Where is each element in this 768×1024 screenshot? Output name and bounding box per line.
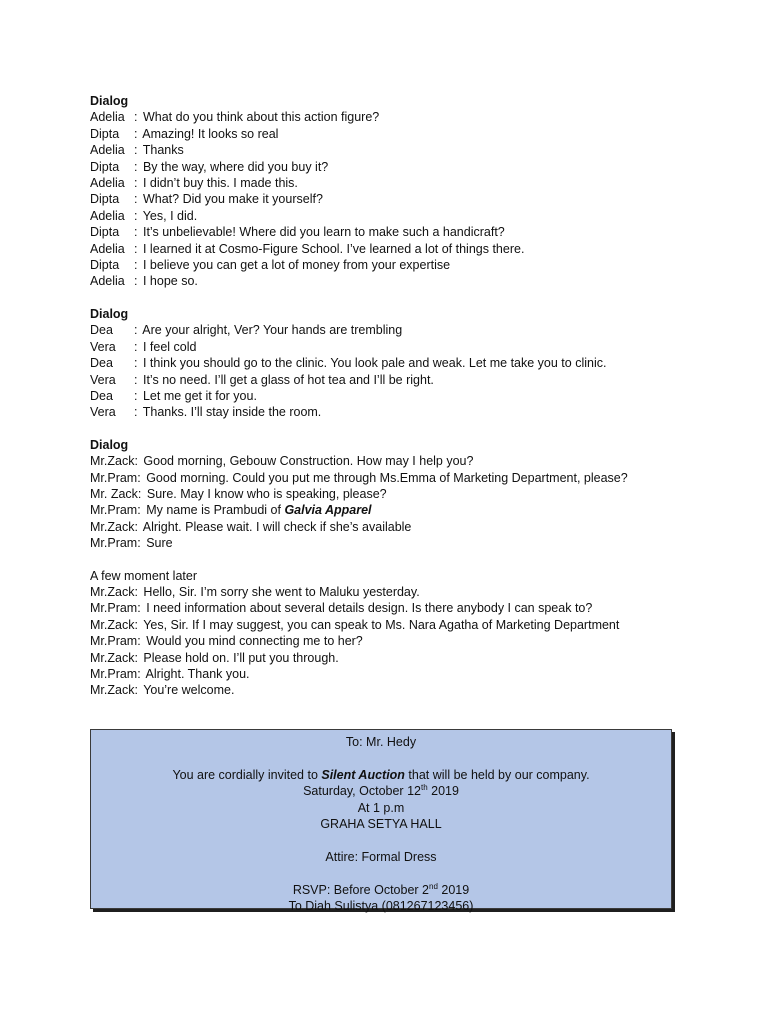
company-name: Galvia Apparel xyxy=(284,503,372,518)
utterance-text: Please hold on. I’ll put you through. xyxy=(143,650,339,665)
speaker-separator: : xyxy=(134,454,138,469)
utterance-text: Yes, I did. xyxy=(142,208,198,223)
speaker-name: Adelia xyxy=(90,143,125,158)
utterance-text: It’s no need. I’ll get a glass of hot tea and I’ll be right. xyxy=(142,372,434,387)
speaker-name: Mr.Pram xyxy=(90,470,138,485)
dialog-line xyxy=(90,355,690,371)
dialog-line xyxy=(90,191,690,207)
dialog-line xyxy=(90,453,690,469)
date-text: Saturday, October 12 xyxy=(303,784,421,799)
speaker-name: Mr.Pram xyxy=(90,601,138,616)
speaker-separator: : xyxy=(134,617,138,632)
invitation-intro xyxy=(91,767,671,783)
speaker-name: Dipta xyxy=(90,225,120,240)
invitation-rsvp xyxy=(91,882,671,898)
utterance-text: I hope so. xyxy=(142,274,198,289)
dialog-line xyxy=(90,650,690,666)
speaker-name: Vera xyxy=(90,339,116,354)
dialog-line xyxy=(90,273,690,289)
utterance-text: What? Did you make it yourself? xyxy=(142,192,323,207)
utterance-text: Good morning. Could you put me through Ms.Emma of Marketing Department, please? xyxy=(146,470,628,485)
dialog-line xyxy=(90,404,690,420)
rsvp-year: 2019 xyxy=(437,882,470,897)
dialog-heading: Dialog xyxy=(90,94,129,108)
dialog-lines xyxy=(90,109,690,289)
dialog-line xyxy=(90,175,690,191)
dialog-line xyxy=(90,372,690,388)
speaker-separator: : xyxy=(137,634,141,649)
dialog-heading: Dialog xyxy=(90,437,129,452)
utterance-text: Thanks. I’ll stay inside the room. xyxy=(142,405,322,420)
dialog-heading: Dialog xyxy=(90,306,129,321)
speaker-name: Mr.Pram xyxy=(90,536,138,551)
dialog-line xyxy=(90,666,690,682)
dialog-line xyxy=(90,502,690,518)
dialog-line xyxy=(90,159,690,175)
speaker-separator: : xyxy=(137,667,141,681)
speaker-separator: : xyxy=(134,356,138,371)
utterance-text: Let me get it for you. xyxy=(142,388,257,403)
speaker-separator: : xyxy=(134,683,138,698)
speaker-separator: : xyxy=(134,339,138,354)
utterance-text: Yes, Sir. If I may suggest, you can speak to Ms. Nara Agatha of Marketing Department xyxy=(143,617,620,632)
dialog-lines xyxy=(90,584,690,699)
date-ordinal: th xyxy=(420,783,428,793)
speaker-separator: : xyxy=(134,208,138,223)
dialog-line xyxy=(90,109,690,125)
dialog-line xyxy=(90,339,690,355)
speaker-name: Mr.Zack xyxy=(90,519,135,534)
dialog-line xyxy=(90,682,690,698)
dialog-section-1 xyxy=(90,93,690,290)
utterance-text: I learned it at Cosmo-Figure School. I’ve learned a lot of things there. xyxy=(142,241,525,256)
dialog-section-3 xyxy=(90,437,690,552)
utterance-text: Are your alright, Ver? Your hands are trembling xyxy=(142,323,403,338)
dialog-line xyxy=(90,486,690,502)
dialog-line xyxy=(90,535,690,551)
speaker-separator: : xyxy=(134,143,138,158)
dialog-line xyxy=(90,208,690,224)
utterance-text: Good morning, Gebouw Construction. How may I help you? xyxy=(143,454,474,469)
speaker-name: Mr.Pram xyxy=(90,503,138,518)
utterance-text: Sure. May I know who is speaking, please? xyxy=(146,486,387,501)
speaker-separator: : xyxy=(134,405,138,420)
speaker-name: Adelia xyxy=(90,241,125,256)
utterance-text: What do you think about this action figure? xyxy=(142,110,380,125)
speaker-name: Dipta xyxy=(90,159,120,174)
rsvp-text: RSVP: Before October 2 xyxy=(292,882,429,897)
dialog-line xyxy=(90,224,690,240)
invitation-card xyxy=(90,729,672,914)
utterance-text: By the way, where did you buy it? xyxy=(142,159,329,174)
speaker-separator: : xyxy=(134,110,138,125)
speaker-name: Vera xyxy=(90,372,116,387)
speaker-name: Mr.Pram xyxy=(90,667,138,681)
dialog-line xyxy=(90,257,690,273)
utterance-text: Would you mind connecting me to her? xyxy=(146,634,363,649)
dialog-line xyxy=(90,584,690,600)
dialog-line xyxy=(90,322,690,338)
speaker-name: Dea xyxy=(90,356,113,371)
speaker-separator: : xyxy=(134,388,138,403)
utterance-text: Alright. Thank you. xyxy=(145,667,250,681)
utterance-text: Thanks xyxy=(142,143,184,158)
speaker-name: Adelia xyxy=(90,110,125,125)
utterance-text: I believe you can get a lot of money from your expertise xyxy=(142,258,451,273)
utterance-text: I feel cold xyxy=(142,339,197,354)
dialog-line xyxy=(90,241,690,257)
dialog-line xyxy=(90,142,690,158)
speaker-name: Dipta xyxy=(90,258,120,273)
utterance-text: Hello, Sir. I’m sorry she went to Maluku yesterday. xyxy=(143,584,420,599)
dialog-line xyxy=(90,633,690,649)
dialog-line xyxy=(90,617,690,633)
dialog-section-2 xyxy=(90,306,690,421)
speaker-separator: : xyxy=(134,372,138,387)
speaker-separator: : xyxy=(134,192,138,207)
speaker-separator: : xyxy=(134,258,138,273)
date-year: 2019 xyxy=(427,784,459,799)
intro-text-end: that will be held by our company. xyxy=(404,767,590,782)
speaker-name: Mr.Zack xyxy=(90,683,135,698)
speaker-name: Adelia xyxy=(90,176,125,191)
speaker-separator: : xyxy=(137,470,141,485)
intro-text: You are cordially invited to xyxy=(172,767,322,782)
speaker-name: Mr.Pram xyxy=(90,634,138,649)
dialog-section-4 xyxy=(90,568,690,699)
utterance-text: Alright. Please wait. I will check if she’s available xyxy=(142,519,412,534)
speaker-name: Dea xyxy=(90,323,113,338)
speaker-name: Mr.Zack xyxy=(90,650,135,665)
dialog-line xyxy=(90,600,690,616)
speaker-separator: : xyxy=(134,225,138,240)
speaker-name: Adelia xyxy=(90,208,125,223)
utterance-text: You’re welcome. xyxy=(143,683,235,698)
speaker-separator: : xyxy=(137,536,141,551)
speaker-name: Adelia xyxy=(90,274,125,289)
speaker-separator: : xyxy=(134,176,138,191)
utterance-text: I think you should go to the clinic. You look pale and weak. Let me take you to clinic. xyxy=(142,356,607,371)
speaker-separator: : xyxy=(137,486,142,501)
speaker-separator: : xyxy=(134,519,138,534)
speaker-separator: : xyxy=(137,601,141,616)
invitation-recipient: To: Mr. Hedy xyxy=(345,735,417,749)
utterance-text: It’s unbelievable! Where did you learn to make such a handicraft? xyxy=(142,225,505,240)
speaker-separator: : xyxy=(134,274,138,289)
utterance-text: Sure xyxy=(146,536,173,551)
speaker-name: Dea xyxy=(90,388,113,403)
dialog-line xyxy=(90,388,690,404)
dialog-lines xyxy=(90,453,690,551)
utterance-text: Amazing! It looks so real xyxy=(142,126,279,141)
speaker-separator: : xyxy=(134,650,138,665)
rsvp-ordinal: nd xyxy=(429,881,438,891)
narration-text: A few moment later xyxy=(90,568,197,583)
utterance-text: My name is Prambudi of xyxy=(146,503,285,518)
speaker-separator: : xyxy=(134,126,138,141)
dialog-lines xyxy=(90,322,690,420)
speaker-name: Mr.Zack xyxy=(90,584,135,599)
utterance-text: I need information about several details design. Is there anybody I can speak to? xyxy=(146,601,593,616)
invitation-time: At 1 p.m xyxy=(357,800,405,815)
invitation-attire: Attire: Formal Dress xyxy=(325,849,437,864)
speaker-name: Mr. Zack xyxy=(90,486,138,501)
speaker-separator: : xyxy=(134,323,138,338)
speaker-name: Vera xyxy=(90,405,116,420)
dialog-line xyxy=(90,519,690,535)
speaker-name: Mr.Zack xyxy=(90,617,135,632)
invitation-date xyxy=(91,783,671,799)
speaker-name: Mr.Zack xyxy=(90,454,135,469)
speaker-name: Dipta xyxy=(90,126,120,141)
speaker-separator: : xyxy=(134,241,138,256)
invitation-contact: To Diah Sulistya (081267123456) xyxy=(288,899,474,914)
speaker-separator: : xyxy=(134,159,138,174)
speaker-separator: : xyxy=(134,584,138,599)
event-name: Silent Auction xyxy=(321,767,405,782)
dialog-line xyxy=(90,126,690,142)
utterance-text: I didn’t buy this. I made this. xyxy=(142,176,298,191)
speaker-name: Dipta xyxy=(90,192,120,207)
speaker-separator: : xyxy=(137,503,141,518)
dialog-line xyxy=(90,470,690,486)
document-body xyxy=(90,93,690,715)
invitation-venue: GRAHA SETYA HALL xyxy=(320,817,442,832)
